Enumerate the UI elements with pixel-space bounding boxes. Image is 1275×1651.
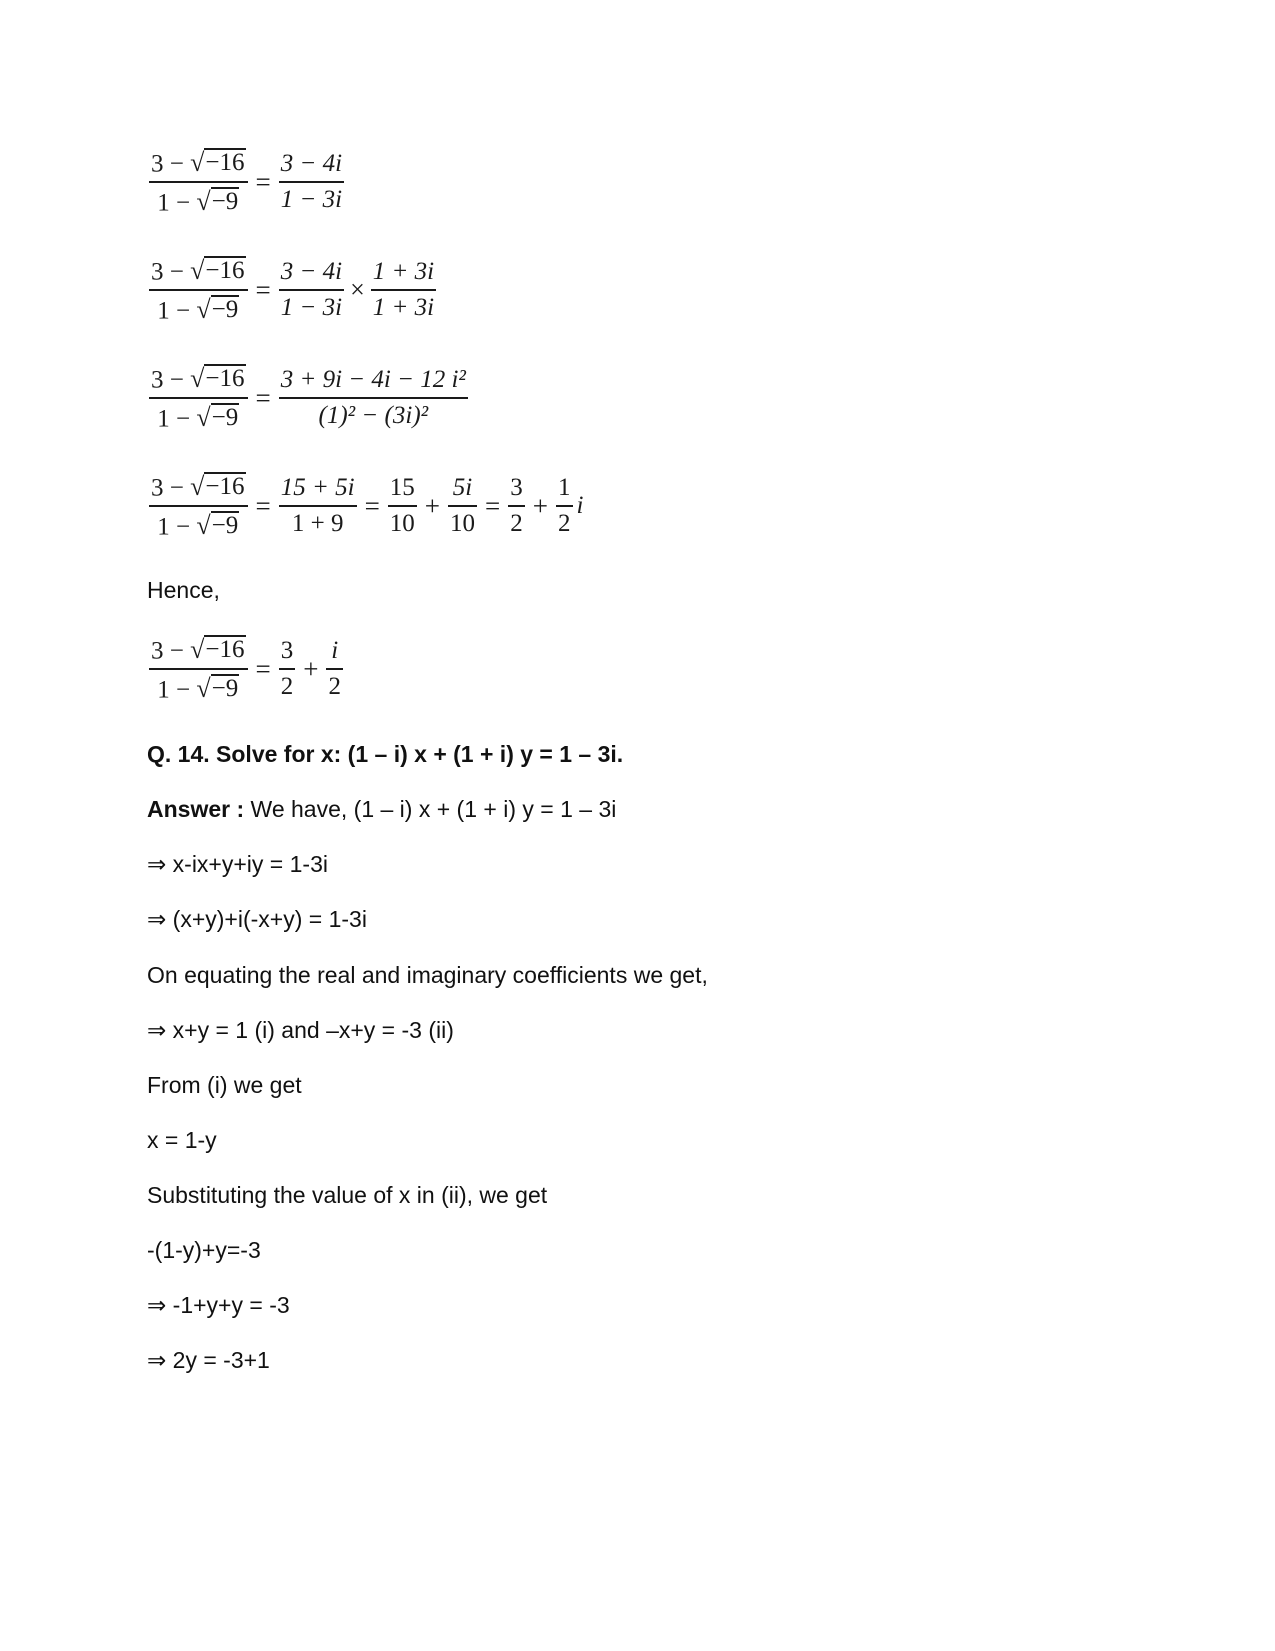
answer-text: We have, (1 – i) x + (1 + i) y = 1 – 3i — [244, 796, 617, 822]
equation-3 — [147, 364, 470, 432]
equals-sign: = — [255, 166, 271, 197]
lhs-fraction: 3 − √ −16 1 − √ −9 — [149, 472, 248, 540]
plus-sign: + — [424, 490, 441, 521]
step-line: Substituting the value of x in (ii), we get — [147, 1182, 548, 1208]
question-heading: Q. 14. Solve for x: (1 – i) x + (1 + i) y = 1 – 3i. — [147, 741, 624, 767]
equals-sign: = — [255, 653, 271, 684]
step-line: ⇒ 2y = -3+1 — [147, 1347, 270, 1373]
imaginary-unit: i — [576, 492, 584, 519]
equals-sign: = — [364, 490, 380, 521]
equals-sign: = — [485, 490, 501, 521]
step-line: ⇒ (x+y)+i(-x+y) = 1-3i — [147, 906, 367, 932]
equals-sign: = — [255, 382, 271, 413]
lhs-fraction: 3 − √ −16 1 − √ −9 — [149, 256, 248, 324]
step-line: ⇒ x+y = 1 (i) and –x+y = -3 (ii) — [147, 1017, 454, 1043]
rhs-fraction: $\frac{\text{3 + 9i − 4i − 12 i²}}{\text{(1)² − (3i)²}}$ — [280, 366, 466, 429]
equation-1 — [147, 148, 346, 216]
lhs-fraction: 3 − √ −16 1 − √ −9 — [149, 364, 248, 432]
rhs-fraction: $\frac{3 - 4i}{1 - 3i}$ — [280, 150, 343, 213]
fraction-5i-over-10: $\frac{5i}{10}$ — [450, 474, 476, 537]
equals-sign: = — [255, 490, 271, 521]
equation-4 — [147, 472, 583, 540]
step-line: ⇒ x-ix+y+iy = 1-3i — [147, 851, 328, 877]
times-sign: × — [350, 275, 365, 304]
fraction-3-over-2: $\frac{3}{2}$ — [510, 474, 523, 537]
rhs-fraction-2: $\frac{1 + 3i}{1 + 3i}$ — [372, 258, 435, 321]
step-line: From (i) we get — [147, 1072, 302, 1098]
equals-sign: = — [255, 274, 271, 305]
step-line: On equating the real and imaginary coefficients we get, — [147, 962, 708, 988]
plus-sign: + — [303, 653, 319, 684]
answer-label: Answer : — [147, 796, 245, 822]
step-line: x = 1-y — [147, 1127, 217, 1153]
fraction-i-over-2: $\frac{i}{2}$ — [328, 637, 341, 700]
equation-5 — [147, 635, 345, 703]
lhs-fraction: 3 − √ −16 1 − √ −9 — [149, 635, 248, 703]
answer-line — [147, 795, 616, 823]
rhs-fraction-1: $\frac{3 - 4i}{1 - 3i}$ — [280, 258, 343, 321]
fraction-3-over-2: $\frac{3}{2}$ — [280, 637, 294, 700]
fraction-1-over-2: $\frac{1}{2}$ — [558, 474, 571, 537]
fraction-15-plus-5i: $\frac{15 + 5i}{1 + 9}$ — [280, 474, 355, 537]
step-line: -(1-y)+y=-3 — [147, 1237, 261, 1263]
hence-text: Hence, — [147, 577, 220, 603]
fraction-15-over-10: $\frac{15}{10}$ — [389, 474, 415, 537]
plus-sign: + — [532, 490, 548, 521]
equation-2 — [147, 256, 438, 324]
step-line: ⇒ -1+y+y = -3 — [147, 1292, 290, 1318]
lhs-fraction: 3 − √ −16 1 − √ −9 — [149, 148, 248, 216]
